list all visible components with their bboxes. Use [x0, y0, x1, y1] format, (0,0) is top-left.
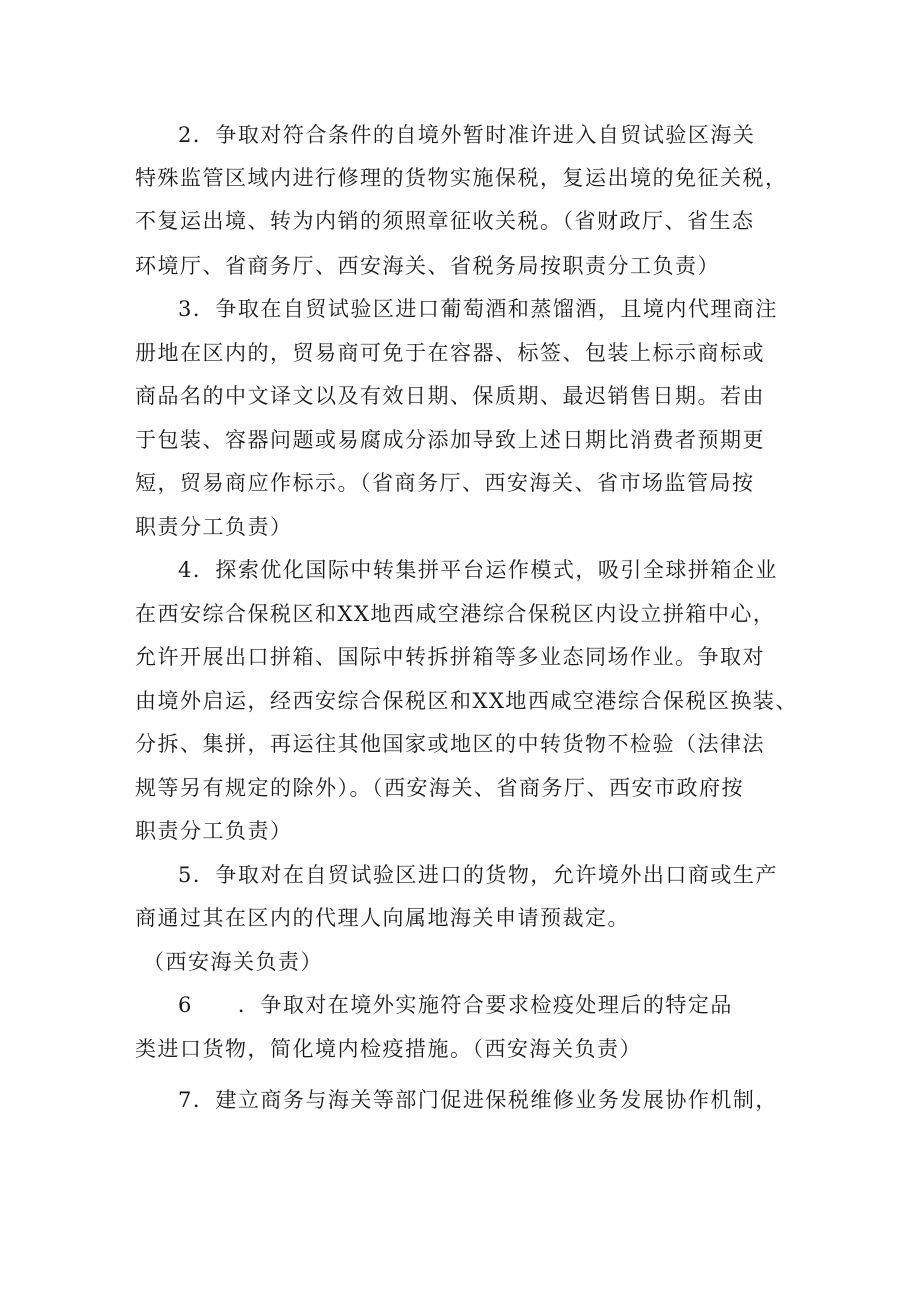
text-line: 于包装、容器问题或易腐成分添加导致上述日期比消费者预期更 — [135, 428, 765, 452]
text-line: 特殊监管区域内进行修理的货物实施保税，复运出境的免征关税， — [135, 166, 788, 190]
text-line: 职责分工负责） — [135, 819, 293, 843]
text-line: 分拆、集拼，再运往其他国家或地区的中转货物不检验（法律法 — [135, 732, 765, 756]
text-line: 允许开展出口拼箱、国际中转拆拼箱等多业态同场作业。争取对 — [135, 645, 765, 669]
text-line: 5．争取对在自贸试验区进口的货物，允许境外出口商或生产 — [178, 863, 778, 887]
text-line: 短，贸易商应作标示。（省商务厅、西安海关、省市场监管局按 — [135, 471, 755, 495]
text-line: 商品名的中文译文以及有效日期、保质期、最迟销售日期。若由 — [135, 384, 765, 408]
text-line: 商通过其在区内的代理人向属地海关申请预裁定。 — [135, 906, 630, 930]
text-line: 不复运出境、转为内销的须照章征收关税。（省财政厅、省生态 — [135, 209, 755, 233]
text-line: 3．争取在自贸试验区进口葡萄酒和蒸馏酒，且境内代理商注 — [178, 297, 778, 321]
text-line: 环境厅、省商务厅、西安海关、省税务局按职责分工负责） — [135, 254, 720, 278]
text-line: 4．探索优化国际中转集拼平台运作模式，吸引全球拼箱企业 — [178, 558, 778, 582]
text-line: 册地在区内的，贸易商可免于在容器、标签、包装上标示商标或 — [135, 341, 765, 365]
text-line: 在西安综合保税区和XX地西咸空港综合保税区内设立拼箱中心， — [135, 602, 776, 626]
text-line: 类进口货物，简化境内检疫措施。（西安海关负责） — [135, 1037, 642, 1061]
text-line: 2．争取对符合条件的自境外暂时准许进入自贸试验区海关 — [178, 123, 756, 147]
text-line: 6 ．争取对在境外实施符合要求检疫处理后的特定品 — [178, 993, 733, 1017]
text-line: 7．建立商务与海关等部门促进保税维修业务发展协作机制， — [178, 1088, 778, 1112]
text-line: 由境外启运，经西安综合保税区和XX地西咸空港综合保税区换装、 — [135, 689, 798, 713]
text-line: 职责分工负责） — [135, 515, 293, 539]
text-line: （西安海关负责） — [143, 950, 323, 974]
text-line: 规等另有规定的除外）。（西安海关、省商务厅、西安市政府按 — [135, 776, 744, 800]
